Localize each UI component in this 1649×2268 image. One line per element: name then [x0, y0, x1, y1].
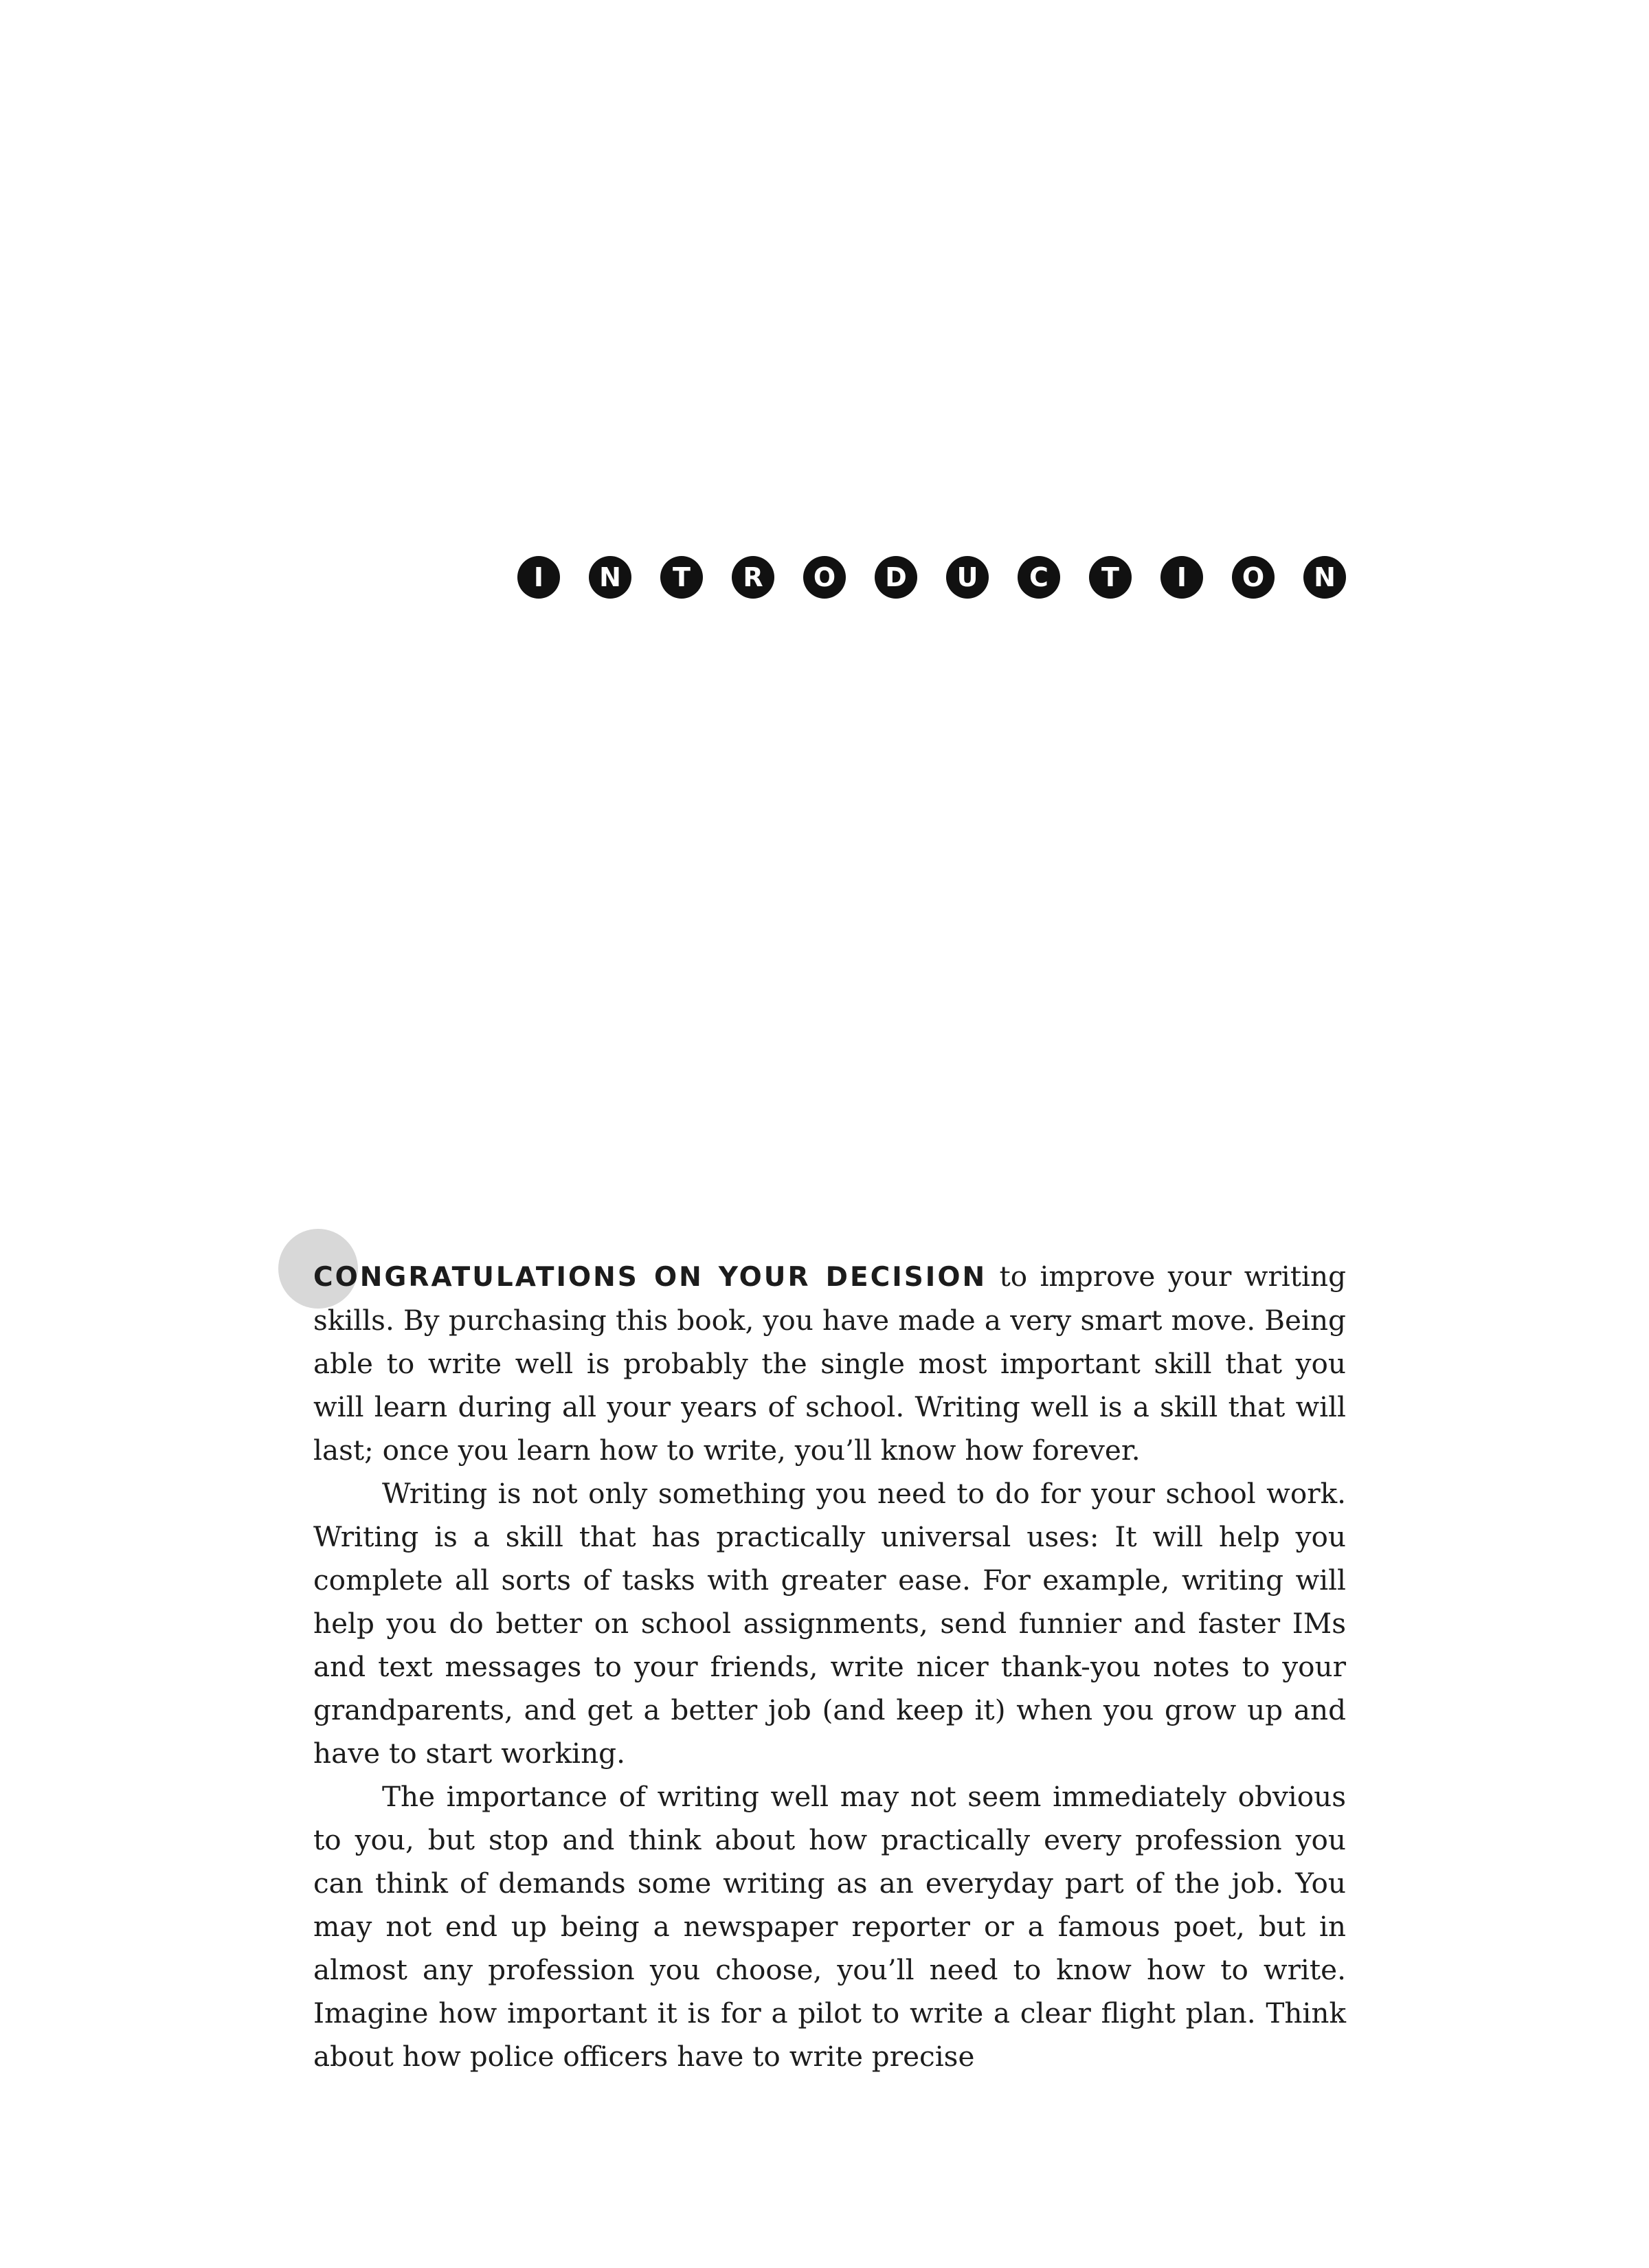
chapter-title [517, 555, 1346, 599]
title-letter: O [1232, 556, 1275, 599]
title-letter: C [1018, 556, 1060, 599]
paragraph-3: The importance of writing well may not seem immediately obvious to you, but stop and think about how practically every profession you can think of demands some writing as an everyday part of the job. You may not end up being a newspaper reporter or a famous poet, but in almost any profession you choose, you’ll need to know how to write. Imagine how important it is for a pilot to write a clear flight plan. Think about how police officers have to write precise [313, 1780, 1346, 2073]
title-letter: O [803, 556, 846, 599]
paragraph-1 [313, 1255, 1346, 1472]
title-letter: N [589, 556, 631, 599]
paragraph-1-text: to improve your writing skills. By purchasing this book, you have made a very smart move. Being able to write well is probably the single most important skill that you will learn during all your years of school. Writing well is a skill that will last; once you learn how to write, you’ll know how forever. [313, 1260, 1346, 1467]
title-letter: T [660, 556, 703, 599]
title-letter: R [732, 556, 774, 599]
title-letter: T [1089, 556, 1132, 599]
title-letter: D [875, 556, 917, 599]
title-letter: I [517, 556, 560, 599]
title-letter: U [946, 556, 989, 599]
title-letter: N [1303, 556, 1346, 599]
paragraph-2: Writing is not only something you need to do for your school work. Writing is a skill that has practically universal uses: It will help you complete all sorts of tasks with greater ease. For example, writing will help you do better on school assignments, send funnier and faster IMs and text messages to your friends, write nicer thank-you notes to your grandparents, and get a better job (and keep it) when you grow up and have to start working. [313, 1477, 1346, 1770]
title-letter: I [1160, 556, 1203, 599]
lead-in: CONGRATULATIONS ON YOUR DECISION [313, 1262, 987, 1293]
body-text [313, 1255, 1346, 2078]
